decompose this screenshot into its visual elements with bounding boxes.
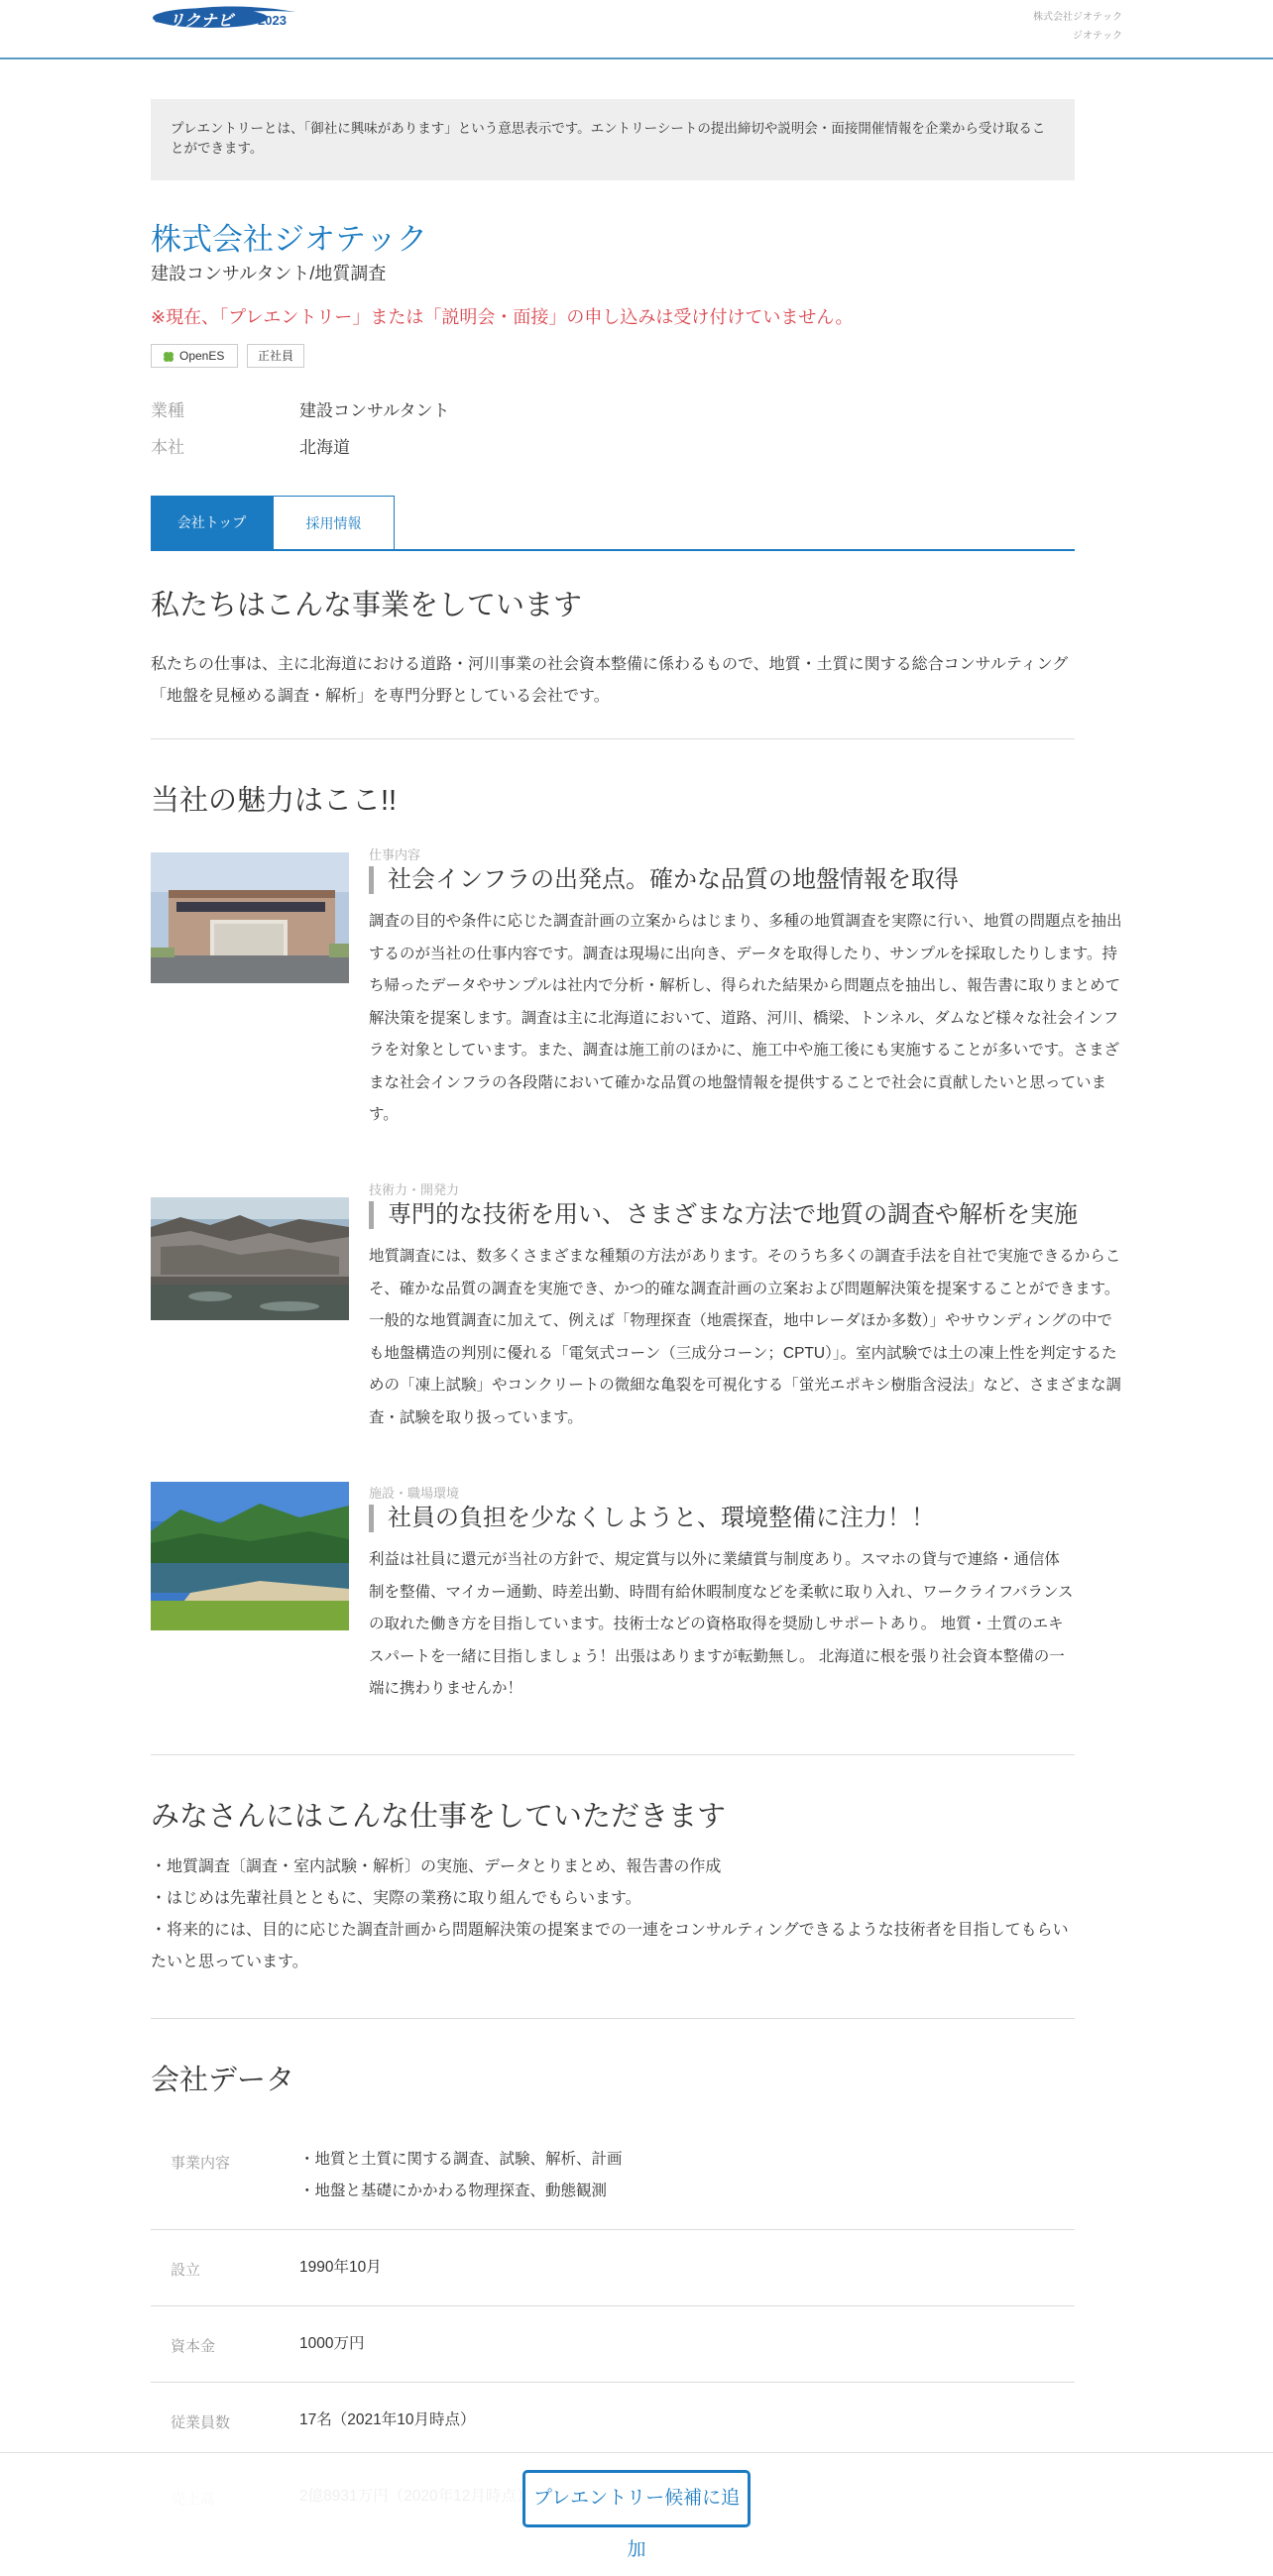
work-line: ・将来的には、目的に応じた調査計画から問題解決策の提案までの一連をコンサルティングできるような技術者を目指してもらいたいと思っています。: [151, 1922, 1069, 1970]
charm-title: 社員の負担を少なくしようと、環境整備に注力！！: [369, 1505, 935, 1532]
charm-category: 技術力・開発力: [369, 1182, 460, 1197]
hq-label: 本社: [151, 438, 184, 457]
tab-company-top[interactable]: 会社トップ: [151, 496, 273, 549]
openes-label: OpenES: [179, 349, 225, 363]
divider: [151, 738, 1075, 739]
divider: [151, 2018, 1075, 2019]
data-separator: [151, 2229, 1075, 2230]
company-name: 株式会社ジオテック: [151, 222, 427, 257]
company-type: 建設コンサルタント/地質調査: [151, 264, 387, 283]
data-separator: [151, 2305, 1075, 2306]
data-value: 1000万円: [299, 2335, 365, 2352]
data-separator: [151, 2382, 1075, 2383]
add-preentry-button[interactable]: プレエントリー候補に追加: [522, 2470, 751, 2527]
hq-value: 北海道: [299, 438, 350, 457]
company-data-heading: 会社データ: [151, 2065, 295, 2096]
logo-year: 2023: [258, 13, 287, 28]
clover-icon: [162, 350, 175, 364]
entry-closed-warning: ※現在、「プレエントリー」または「説明会・面接」の申し込みは受け付けていません。: [151, 307, 854, 327]
office-building-photo: [151, 852, 349, 983]
charm-title: 専門的な技術を用い、さまざまな方法で地質の調査や解析を実施: [369, 1201, 1078, 1229]
industry-value: 建設コンサルタント: [299, 401, 450, 420]
logo-text: リクナビ: [169, 13, 234, 30]
work-line: ・地質調査〔調査・室内試験・解析〕の実施、データとりまとめ、報告書の作成: [151, 1858, 722, 1875]
data-value: 17名（2021年10月時点）: [299, 2411, 476, 2428]
data-label: 設立: [171, 2262, 201, 2279]
data-value-line: ・地質と土質に関する調査、試験、解析、計画: [299, 2151, 623, 2168]
industry-label: 業種: [151, 401, 184, 420]
charm-category: 仕事内容: [369, 847, 421, 862]
lake-landscape-photo: [151, 1482, 349, 1630]
data-label: 従業員数: [171, 2414, 231, 2431]
charm-category: 施設・職場環境: [369, 1486, 460, 1501]
charm-title: 社会インフラの出発点。確かな品質の地盤情報を取得: [369, 866, 959, 894]
data-value: 1990年10月: [299, 2259, 382, 2276]
openes-tag: [151, 344, 238, 368]
employment-type-tag: 正社員: [247, 344, 304, 368]
header-company-short: ジオテック: [1073, 31, 1122, 42]
site-header: [0, 0, 1273, 59]
divider: [151, 1754, 1075, 1755]
header-company-name: 株式会社ジオテック: [1033, 12, 1122, 23]
data-value-line: ・地盤と基礎にかかわる物理探査、動態観測: [299, 2183, 608, 2199]
tab-bar: [151, 496, 1075, 551]
business-heading: 私たちはこんな事業をしています: [151, 590, 583, 621]
charm-body: 地質調査には、数多くさまざまな種類の方法があります。そのうち多くの調査手法を自社で実施できるからこそ、確かな品質の調査を実施でき、かつ的確な調査計画の立案および問題解決策を提案することができます。一般的な地質調査に加えて、例えば「物理探査（地震探査，地中レーダほか多数）」やサウンディングの中でも地盤構造の判別に優れる「電気式コーン（三成分コーン；CPTU）」。室内試験では土の凍上性を判定するための「凍上試験」やコンクリートの微細な亀裂を可視化する「蛍光エポキシ樹脂含浸法」など、さまざまな調査・試験を取り扱っています。: [369, 1248, 1122, 1426]
charm-body: 利益は社員に還元が当社の方針で、規定賞与以外に業績賞与制度あり。スマホの貸与で連絡・通信体制を整備、マイカー通勤、時差出勤、時間有給休暇制度などを柔軟に取り入れ、ワークライフバランスの取れた働き方を目指しています。技術士などの資格取得を奨励しサポートあり。 地質・土質のエキスパートを一緒に目指しましょう！出張はありますが転勤無し。 北海道に根を張り社会資本整備の一端に携わりませんか！: [369, 1551, 1074, 1697]
data-label: 事業内容: [171, 2155, 231, 2172]
header-company: [1033, 8, 1122, 46]
work-line: ・はじめは先輩社員とともに、実際の業務に取り組んでもらいます。: [151, 1890, 641, 1907]
rock-formation-photo: [151, 1197, 349, 1320]
charm-heading: 当社の魅力はここ!!: [151, 785, 398, 817]
business-text: 私たちの仕事は、主に北海道における道路・河川事業の社会資本整備に係わるもので、地質・土質に関する総合コンサルティング「地盤を見極める調査・解析」を専門分野としている会社です。: [151, 656, 1069, 705]
tab-recruit-info[interactable]: 採用情報: [273, 496, 395, 549]
data-value: [299, 2144, 623, 2207]
charm-body: 調査の目的や条件に応じた調査計画の立案からはじまり、多種の地質調査を実際に行い、地質の問題点を抽出するのが当社の仕事内容です。調査は現場に出向き、データを取得したり、サンプルを採取したりします。持ち帰ったデータやサンプルは社内で分析・解析し、得られた結果から問題点を抽出し、報告書に取りまとめて解決策を提案します。調査は主に北海道において、道路、河川、橋梁、トンネル、ダムなど様々な社会インフラを対象としています。また、調査は施工前のほかに、施工中や施工後にも実施することが多いです。さまざまな社会インフラの各段階において確かな品質の地盤情報を提供することで社会に貢献したいと思っています。: [369, 913, 1122, 1123]
data-label: 資本金: [171, 2338, 216, 2355]
preentry-notice: プレエントリーとは、「御社に興味があります」という意思表示です。エントリーシートの提出締切や説明会・面接開催情報を企業から受け取ることができます。: [151, 99, 1075, 180]
work-heading: みなさんにはこんな仕事をしていただきます: [151, 1801, 727, 1833]
